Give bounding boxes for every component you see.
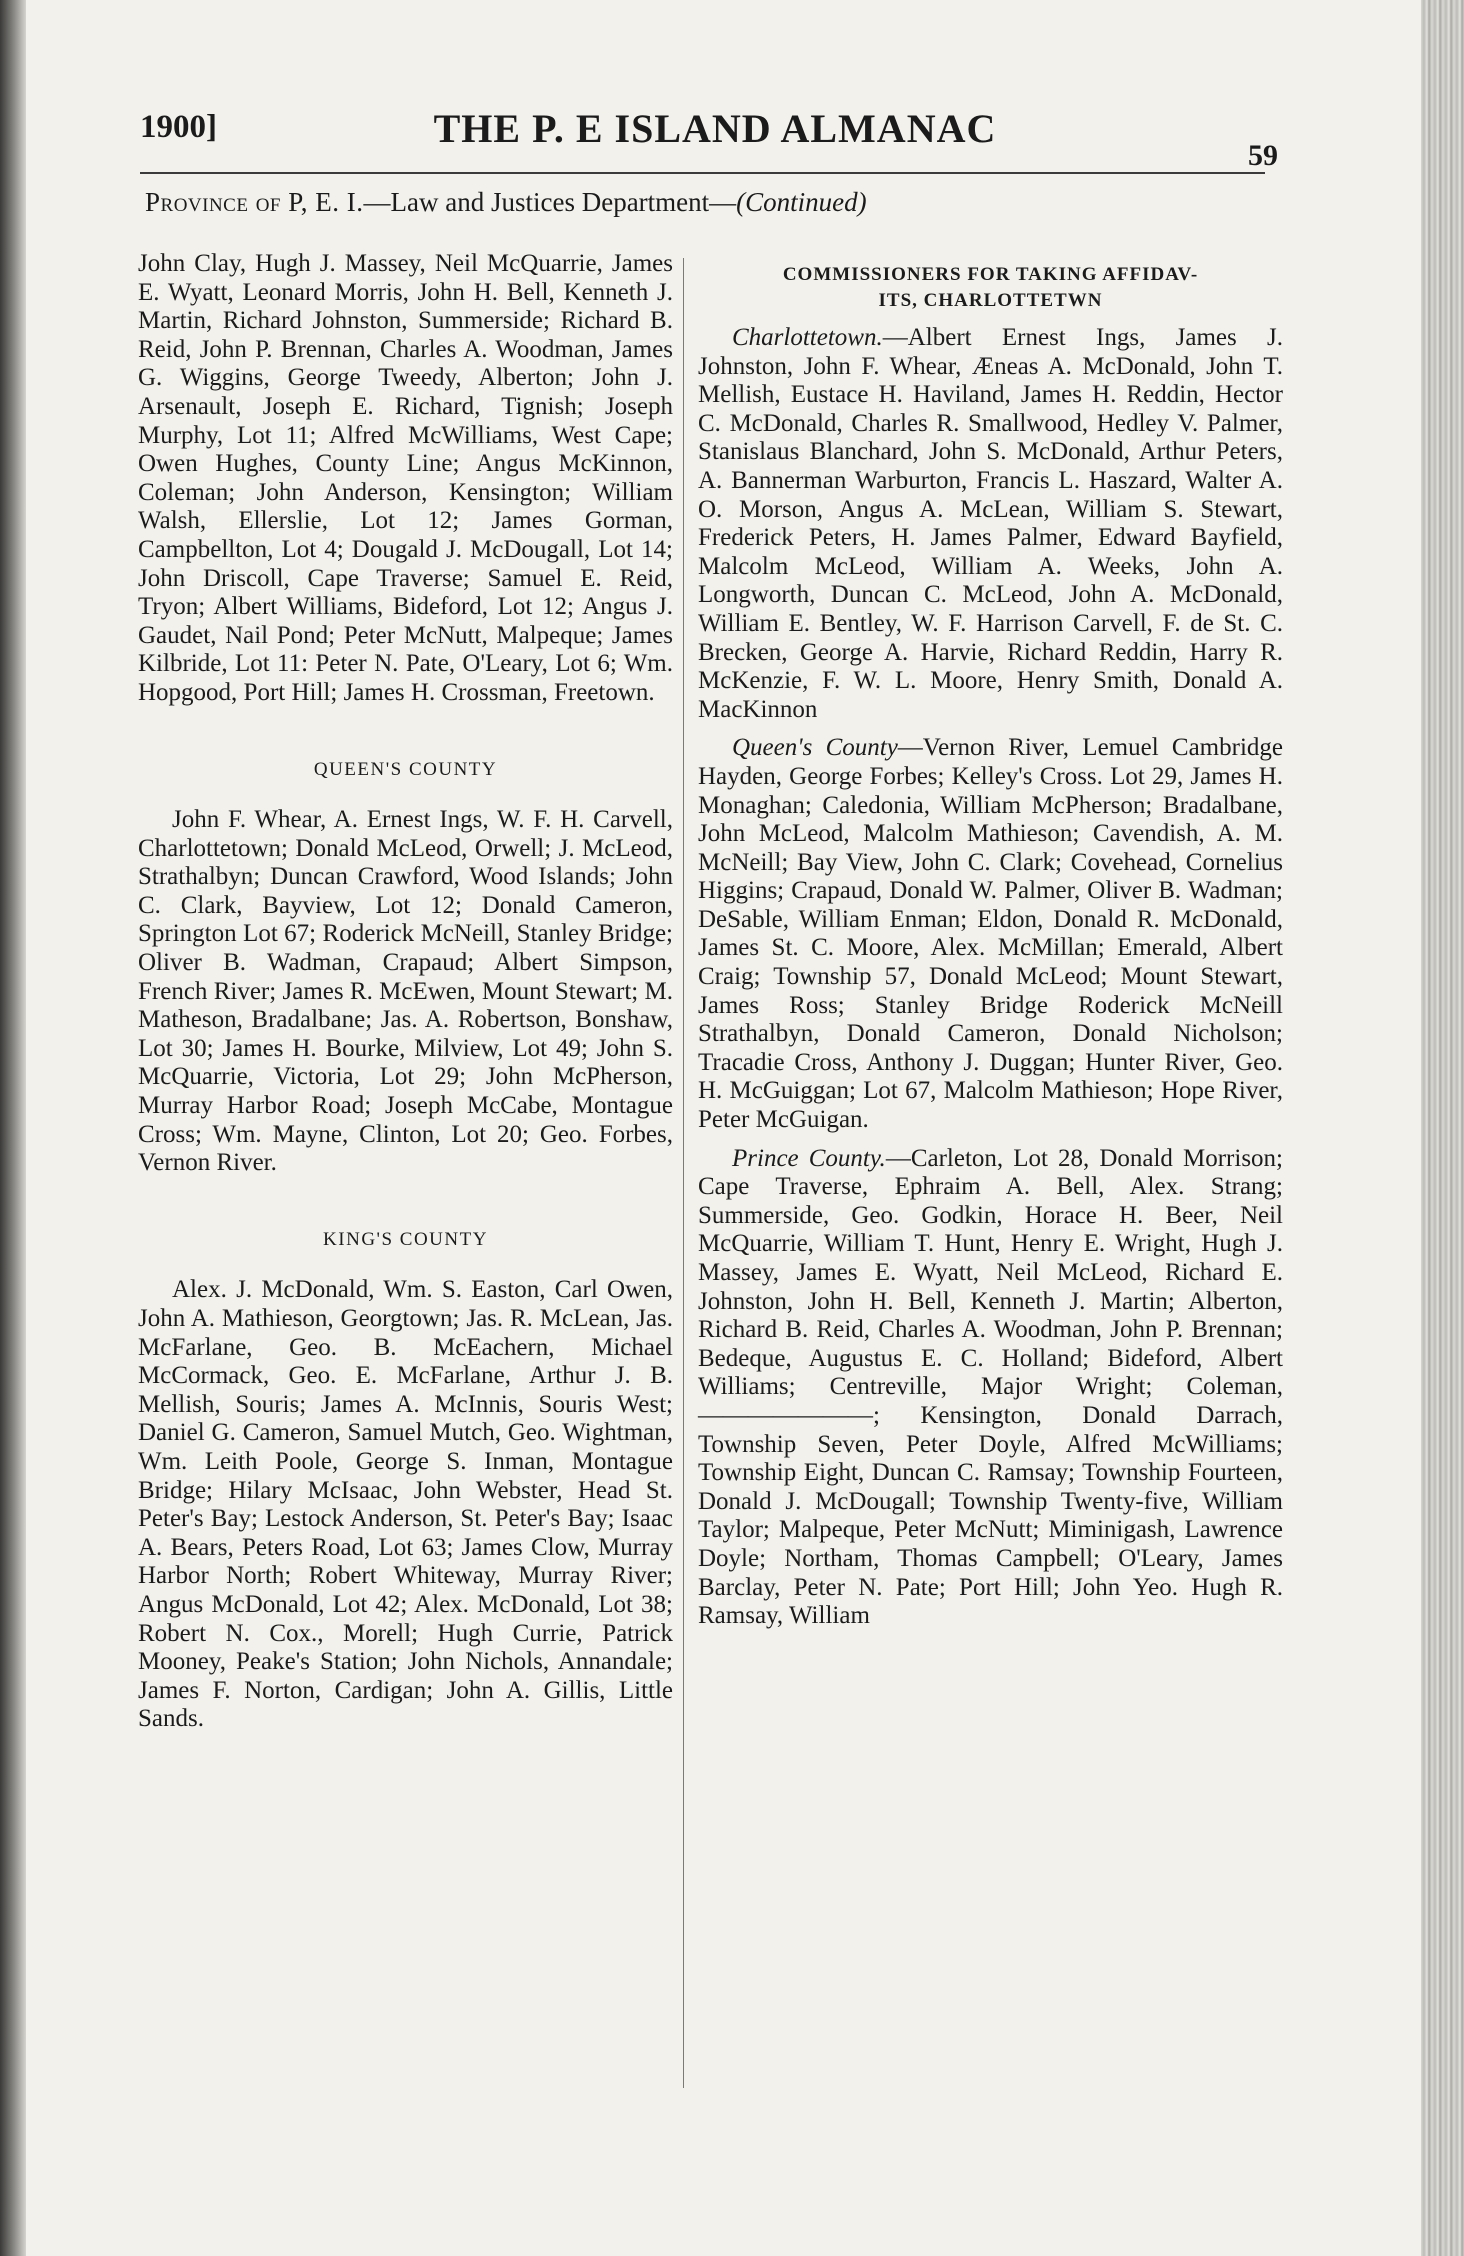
column-divider [683,258,684,2088]
charlottetown-text: —Albert Ernest Ings, James J. Johnston, John F. Whear, Æneas A. McDonald, John T. Mellish, Eustace H. Haviland, James H. Reddin, Hector C. McDonald, Charles R. Smallwood, Hedley V. Palmer, Stanislaus Blanchard, John S. McDonald, Arthur Peters, A. Bannerman Warburton, Francis L. Haszard, Walter A. O. Morson, Angus A. McLean, William S. Stewart, Frederick Peters, H. James Palmer, Edward Bayfield, Malcolm McLeod, William A. Weeks, John A. Longworth, Duncan C. McLeod, John A. McDonald, William E. Bentley, W. F. Harrison Carvell, F. de St. C. Brecken, George A. Harvie, Richard Reddin, Harry R. McKenzie, F. W. L. Moore, Henry Smith, Donald A. MacKinnon [698,324,1283,723]
queens-county-label: Queen's County [732,734,898,762]
page-stack-edge [1421,0,1464,2256]
prince-county-label: Prince County. [732,1144,886,1172]
charlottetown-label: Charlottetown. [732,324,883,351]
section-title-main: —Law and Justices Department— [363,187,737,217]
prince-county-text: —Carleton, Lot 28, Donald Morrison; Cape Traverse, Ephraim A. Bell, Alex. Strang; Summerside, Geo. Godkin, Horace H. Beer, Neil McQuarrie, William T. Hunt, Henry E. Wright, Hugh J. Massey, James E. Wyatt, Neil McLeod, Richard E. Johnston, John H. Bell, Kenneth J. Martin; Alberton, Richard B. Reid, Charles A. Woodman, John P. Brennan; Bedeque, Augustus E. C. Holland; Bideford, Albert Williams; Centreville, Major Wright; Coleman, ———————; Kensington, Donald Darrach, Township Seven, Peter Doyle, Alfred McWilliams; Township Eight, Duncan C. Ramsay; Township Fourteen, Donald J. McDougall; Township Twenty-five, William Taylor; Malpeque, Peter McNutt; Miminigash, Lawrence Doyle; Northam, Thomas Campbell; O'Leary, James Barclay, Peter N. Pate; Port Hill; John Yeo. Hugh R. Ramsay, William [698,1144,1283,1630]
header-rule [140,172,1265,174]
section-title-suffix: (Continued) [736,187,867,217]
section-title-prefix: Province of P, E. I. [145,187,364,217]
header-title: THE P. E ISLAND ALMANAC [433,106,997,151]
right-column [698,262,1283,1631]
section-title [145,187,1275,218]
page-number: 59 [1248,139,1278,172]
prince-county-justices-continued: John Clay, Hugh J. Massey, Neil McQuarrie, James E. Wyatt, Leonard Morris, John H. Bell, Kenneth J. Martin, Richard Johnston, Summerside; Richard B. Reid, John P. Brennan, Charles A. Woodman, James G. Wiggins, George Tweedy, Alberton; John J. Arsenault, Joseph E. Richard, Tignish; Joseph Murphy, Lot 11; Alfred McWilliams, West Cape; Owen Hughes, County Line; Angus McKinnon, Coleman; John Anderson, Kensington; William Walsh, Ellerslie, Lot 12; James Gorman, Campbellton, Lot 4; Dougald J. McDougall, Lot 14; John Driscoll, Cape Traverse; Samuel E. Reid, Tryon; Albert Williams, Bideford, Lot 12; Angus J. Gaudet, Nail Pond; Peter McNutt, Malpeque; James Kilbride, Lot 11: Peter N. Pate, O'Leary, Lot 6; Wm. Hopgood, Port Hill; James H. Crossman, Freetown. [138,250,673,706]
commissioners-heading-line1: COMMISSIONERS FOR TAKING AFFIDAV- [782,264,1199,285]
queens-county-justices: John F. Whear, A. Ernest Ings, W. F. H. Carvell, Charlottetown; Donald McLeod, Orwell; J. McLeod, Strathalbyn; Duncan Crawford, Wood Islands; John C. Clark, Bayview, Lot 12; Donald Cameron, Springton Lot 67; Roderick McNeill, Stanley Bridge; Oliver B. Wadman, Crapaud; Albert Simpson, French River; James R. McEwen, Mount Stewart; M. Matheson, Bradalbane; Jas. A. Robertson, Bonshaw, Lot 30; James H. Bourke, Milview, Lot 49; John S. McQuarrie, Victoria, Lot 29; John McPherson, Murray Harbor Road; Joseph McCabe, Montague Cross; Wm. Mayne, Clinton, Lot 20; Geo. Forbes, Vernon River. [138,806,673,1177]
kings-county-heading: KING'S COUNTY [323,1228,488,1250]
charlottetown-commissioners [698,324,1283,724]
running-header [140,95,1290,172]
queens-county-heading: QUEEN'S COUNTY [313,758,498,780]
commissioners-heading-line2: ITS, CHARLOTTETWN [878,290,1103,311]
prince-county-commissioners [698,1145,1283,1631]
kings-county-justices: Alex. J. McDonald, Wm. S. Easton, Carl Owen, John A. Mathieson, Georgtown; Jas. R. McLean, Jas. McFarlane, Geo. B. McEachern, Michael McCormack, Geo. E. McFarlane, Arthur J. B. Mellish, Souris; James A. McInnis, Souris West; Daniel G. Cameron, Samuel Mutch, Geo. Wightman, Wm. Leith Poole, George S. Inman, Montague Bridge; Hilary McIsaac, John Webster, Head St. Peter's Bay; Lestock Anderson, St. Peter's Bay; Isaac A. Bears, Peters Road, Lot 63; James Clow, Murray Harbor North; Robert Whiteway, Murray River; Angus McDonald, Lot 42; Alex. McDonald, Lot 38; Robert N. Cox., Morell; Hugh Currie, Patrick Mooney, Peake's Station; John Nichols, Annandale; James F. Norton, Cardigan; John A. Gillis, Little Sands. [138,1276,673,1733]
book-binding-shadow [0,0,26,2256]
header-year: 1900] [140,109,217,145]
left-column [138,250,673,1734]
queens-county-commissioners [698,734,1283,1134]
queens-county-text: —Vernon River, Lemuel Cambridge Hayden, George Forbes; Kelley's Cross. Lot 29, James H. Monaghan; Caledonia, William McPherson; Bradalbane, John McLeod, Malcolm Mathieson; Cavendish, A. M. McNeill; Bay View, John C. Clark; Covehead, Cornelius Higgins; Crapaud, Donald W. Palmer, Oliver B. Wadman; DeSable, William Enman; Eldon, Donald R. McDonald, James St. C. Moore, Alex. McMillan; Emerald, Albert Craig; Township 57, Donald McLeod; Mount Stewart, James Ross; Stanley Bridge Roderick McNeill Strathalbyn, Donald Cameron, Donald Nicholson; Tracadie Cross, Anthony J. Duggan; Hunter River, Geo. H. McGuiggan; Lot 67, Malcolm Mathieson; Hope River, Peter McGuigan. [698,734,1283,1134]
